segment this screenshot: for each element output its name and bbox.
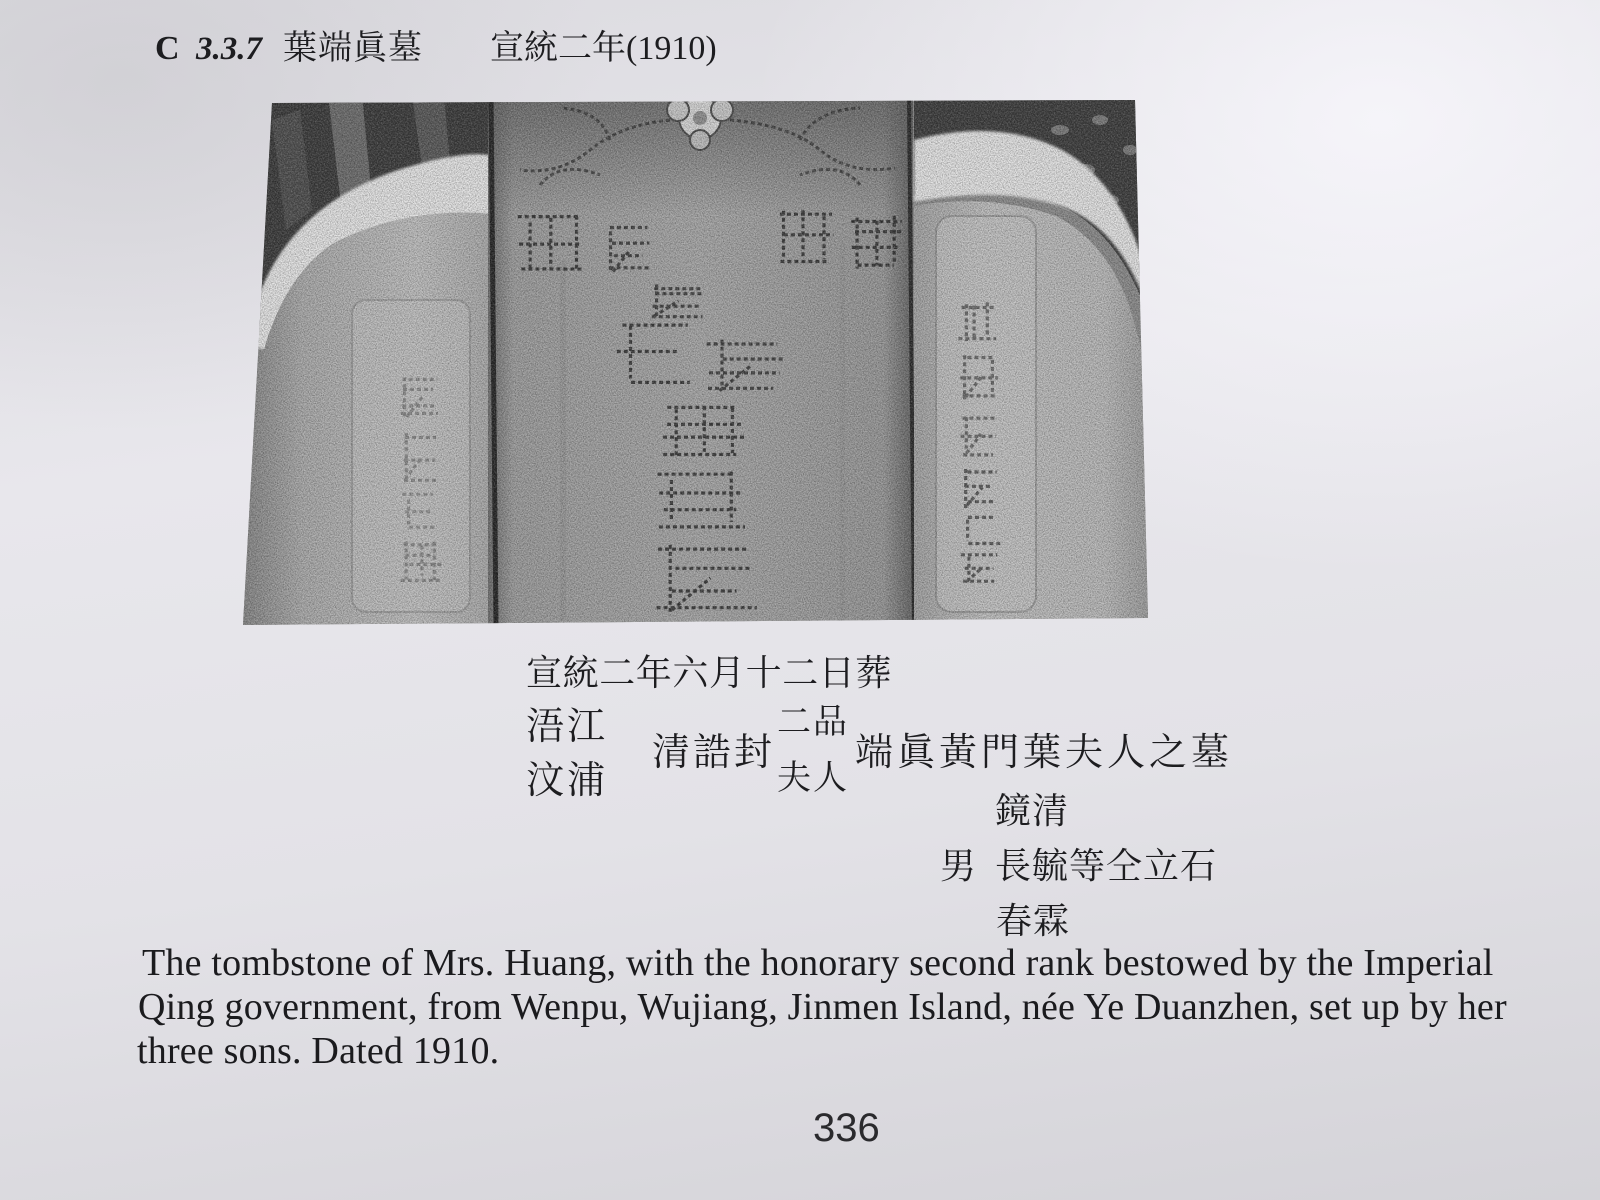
honor-title: 清誥封 bbox=[652, 732, 776, 774]
son-name-2: 長毓等仝立石 bbox=[995, 846, 1218, 886]
page-number: 336 bbox=[813, 1106, 880, 1150]
rank-line-2: 夫人 bbox=[777, 760, 849, 797]
caption-line-2: Qing government, from Wenpu, Wujiang, Jinmen Island, née Ye Duanzhen, set up by her bbox=[138, 986, 1507, 1028]
figure-date: 宣統二年(1910) bbox=[490, 30, 717, 67]
caption-line-3: three sons. Dated 1910. bbox=[137, 1030, 500, 1072]
son-name-1: 鏡清 bbox=[995, 791, 1070, 831]
origin-line-1: 浯江 bbox=[526, 706, 609, 748]
sons-label: 男 bbox=[940, 846, 977, 886]
origin-line-2: 汶浦 bbox=[526, 760, 609, 802]
burial-date: 宣統二年六月十二日葬 bbox=[526, 653, 893, 693]
deceased-name: 端眞黃門葉夫人之墓 bbox=[855, 732, 1234, 774]
rank-line-1: 二品 bbox=[777, 704, 849, 741]
photo-grain-light bbox=[230, 95, 1160, 635]
figure-title: 葉端眞墓 bbox=[283, 30, 423, 67]
section-letter: C bbox=[155, 30, 180, 67]
caption-line-1: The tombstone of Mrs. Huang, with the honorary second rank bestowed by the Imperial bbox=[142, 942, 1494, 984]
son-name-3: 春霖 bbox=[996, 901, 1071, 941]
figure-number: 3.3.7 bbox=[196, 31, 262, 67]
